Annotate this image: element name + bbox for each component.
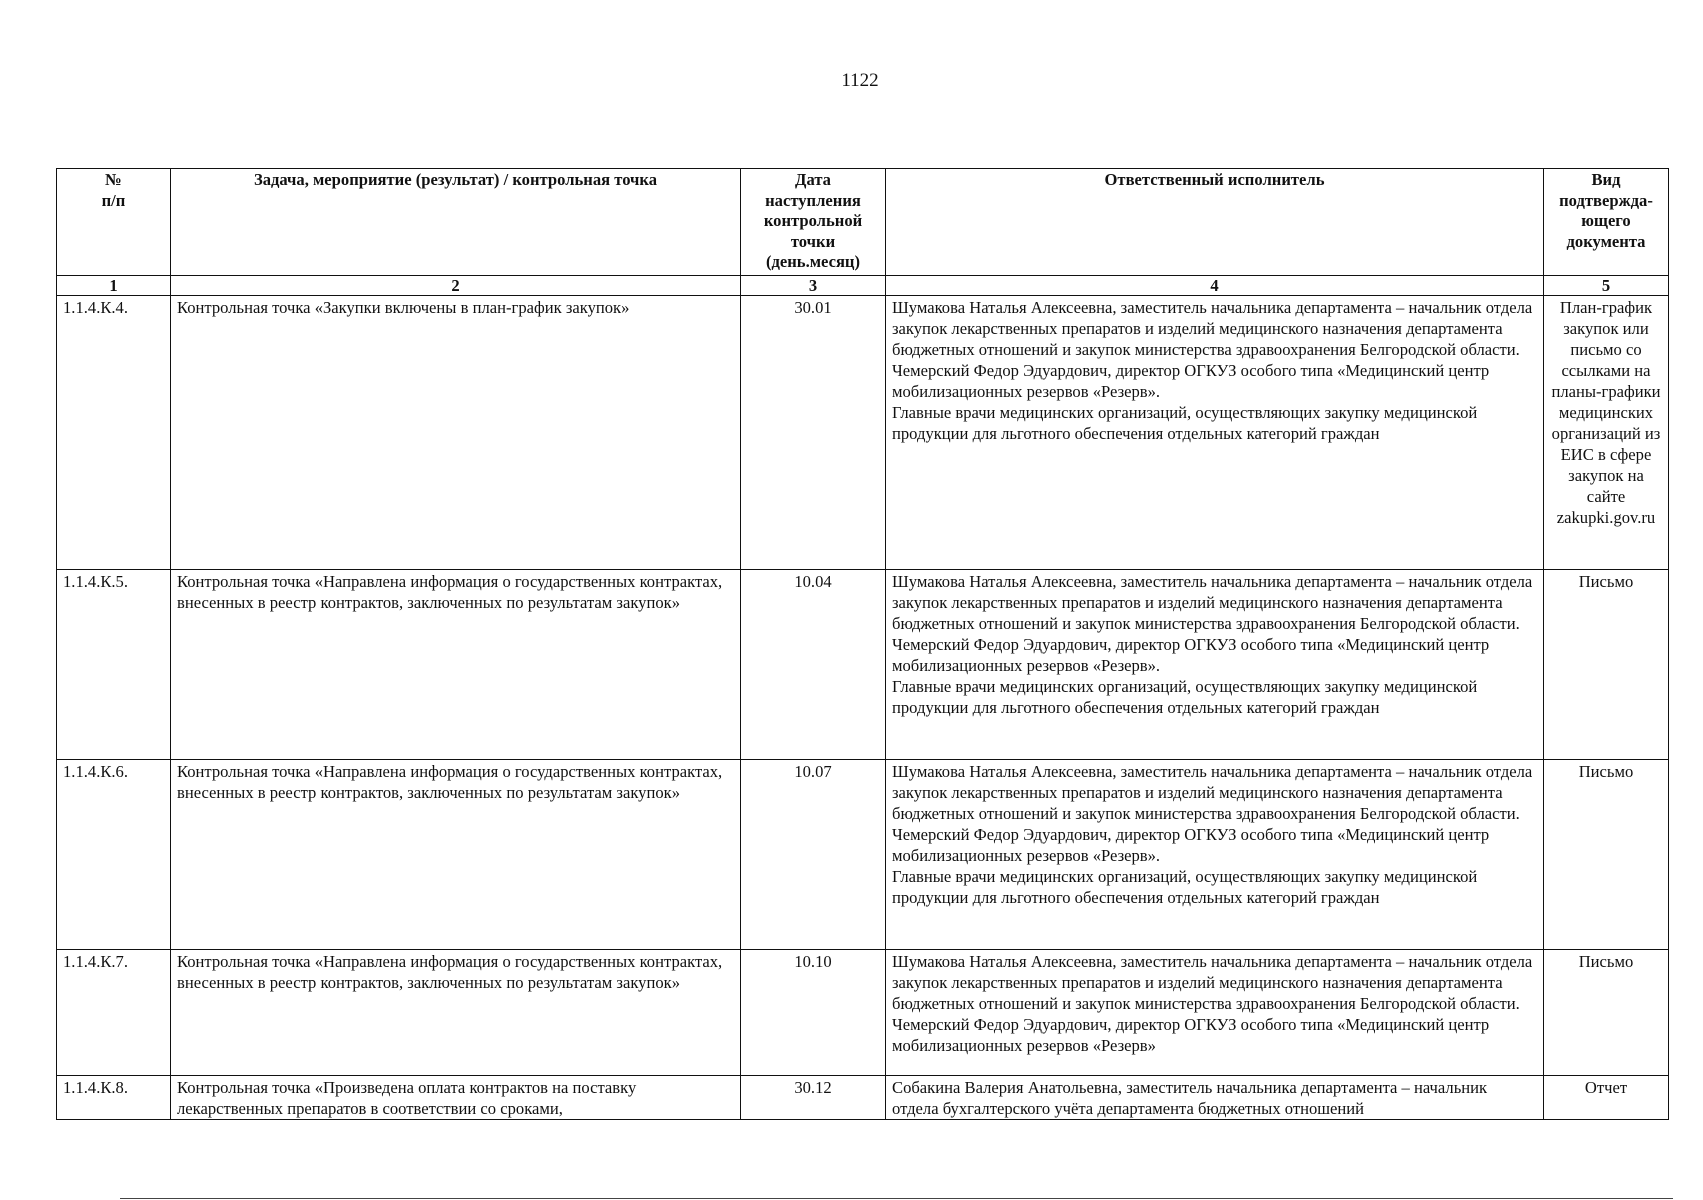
responsible-entry: Шумакова Наталья Алексеевна, заместитель начальника департамента – начальник отдела закупок лекарственных препаратов и изделий медицинского назначения департамента бюджетных отношений и закупок министерства здравоохранения Белгородской области. xyxy=(892,572,1533,633)
responsible-entry: Чемерский Федор Эдуардович, директор ОГКУЗ особого типа «Медицинский центр мобилизационных резервов «Резерв». xyxy=(892,361,1490,401)
row-number: 1.1.4.К.4. xyxy=(57,296,171,570)
row-number: 1.1.4.К.5. xyxy=(57,570,171,760)
table-row xyxy=(57,760,1669,950)
row-task: Контрольная точка «Направлена информация о государственных контрактах, внесенных в реестр контрактов, заключенных по результатам закупок» xyxy=(171,570,741,760)
column-number: 5 xyxy=(1544,276,1669,296)
row-date: 10.10 xyxy=(741,950,886,1076)
column-number: 2 xyxy=(171,276,741,296)
row-number: 1.1.4.К.8. xyxy=(57,1076,171,1120)
page-number: 1122 xyxy=(841,70,879,91)
table-row xyxy=(57,296,1669,570)
table-row xyxy=(57,950,1669,1076)
row-date: 30.01 xyxy=(741,296,886,570)
responsible-entry: Главные врачи медицинских организаций, осуществляющих закупку медицинской продукции для льготного обеспечения отдельных категорий граждан xyxy=(892,403,1478,443)
table-row xyxy=(57,570,1669,760)
row-responsible xyxy=(886,296,1544,570)
header-document-text: Вид подтвержда- ющего документа xyxy=(1559,170,1653,251)
column-number: 1 xyxy=(57,276,171,296)
header-responsible-text: Ответственный исполнитель xyxy=(1104,170,1325,189)
responsible-entry: Главные врачи медицинских организаций, осуществляющих закупку медицинской продукции для льготного обеспечения отдельных категорий граждан xyxy=(892,867,1478,907)
responsible-entry: Шумакова Наталья Алексеевна, заместитель начальника департамента – начальник отдела закупок лекарственных препаратов и изделий медицинского назначения департамента бюджетных отношений и закупок министерства здравоохранения Белгородской области. xyxy=(892,298,1533,359)
responsible-entry: Собакина Валерия Анатольевна, заместитель начальника департамента – начальник отдела бухгалтерского учёта департамента бюджетных отношений xyxy=(892,1078,1488,1118)
row-task: Контрольная точка «Направлена информация о государственных контрактах, внесенных в реестр контрактов, заключенных по результатам закупок» xyxy=(171,760,741,950)
header-responsible xyxy=(886,169,1544,276)
column-number: 4 xyxy=(886,276,1544,296)
footer-rule xyxy=(120,1198,1673,1199)
header-number-text: № п/п xyxy=(101,170,126,210)
table-header-row xyxy=(57,169,1669,276)
row-responsible xyxy=(886,570,1544,760)
row-date: 10.07 xyxy=(741,760,886,950)
row-date: 10.04 xyxy=(741,570,886,760)
row-date: 30.12 xyxy=(741,1076,886,1120)
header-task-text: Задача, мероприятие (результат) / контрольная точка xyxy=(253,170,658,189)
responsible-entry: Главные врачи медицинских организаций, осуществляющих закупку медицинской продукции для льготного обеспечения отдельных категорий граждан xyxy=(892,677,1478,717)
row-responsible xyxy=(886,950,1544,1076)
row-document: Письмо xyxy=(1544,950,1669,1076)
responsible-entry: Чемерский Федор Эдуардович, директор ОГКУЗ особого типа «Медицинский центр мобилизационных резервов «Резерв». xyxy=(892,635,1490,675)
responsible-entry: Чемерский Федор Эдуардович, директор ОГКУЗ особого типа «Медицинский центр мобилизационных резервов «Резерв» xyxy=(892,1015,1490,1055)
row-task: Контрольная точка «Направлена информация о государственных контрактах, внесенных в реестр контрактов, заключенных по результатам закупок» xyxy=(171,950,741,1076)
responsible-entry: Шумакова Наталья Алексеевна, заместитель начальника департамента – начальник отдела закупок лекарственных препаратов и изделий медицинского назначения департамента бюджетных отношений и закупок министерства здравоохранения Белгородской области. xyxy=(892,762,1533,823)
responsible-entry: Чемерский Федор Эдуардович, директор ОГКУЗ особого типа «Медицинский центр мобилизационных резервов «Резерв». xyxy=(892,825,1490,865)
responsible-entry: Шумакова Наталья Алексеевна, заместитель начальника департамента – начальник отдела закупок лекарственных препаратов и изделий медицинского назначения департамента бюджетных отношений и закупок министерства здравоохранения Белгородской области. xyxy=(892,952,1533,1013)
row-task: Контрольная точка «Произведена оплата контрактов на поставку лекарственных препаратов в соответствии со сроками, xyxy=(171,1076,741,1120)
row-document: Письмо xyxy=(1544,760,1669,950)
row-document: Письмо xyxy=(1544,570,1669,760)
row-task: Контрольная точка «Закупки включены в план-график закупок» xyxy=(171,296,741,570)
row-document: Отчет xyxy=(1544,1076,1669,1120)
row-number: 1.1.4.К.6. xyxy=(57,760,171,950)
header-date xyxy=(741,169,886,276)
table-row xyxy=(57,1076,1669,1120)
header-document xyxy=(1544,169,1669,276)
column-number-row xyxy=(57,276,1669,296)
row-responsible xyxy=(886,760,1544,950)
column-number: 3 xyxy=(741,276,886,296)
control-points-table xyxy=(56,168,1669,1120)
header-date-text: Дата наступления контрольной точки (день.месяц) xyxy=(763,170,863,271)
row-number: 1.1.4.К.7. xyxy=(57,950,171,1076)
header-number xyxy=(57,169,171,276)
row-responsible xyxy=(886,1076,1544,1120)
row-document: План-график закупок или письмо со ссылками на планы-графики медицинских организаций из ЕИС в сфере закупок на сайте zakupki.gov.ru xyxy=(1544,296,1669,570)
header-task xyxy=(171,169,741,276)
